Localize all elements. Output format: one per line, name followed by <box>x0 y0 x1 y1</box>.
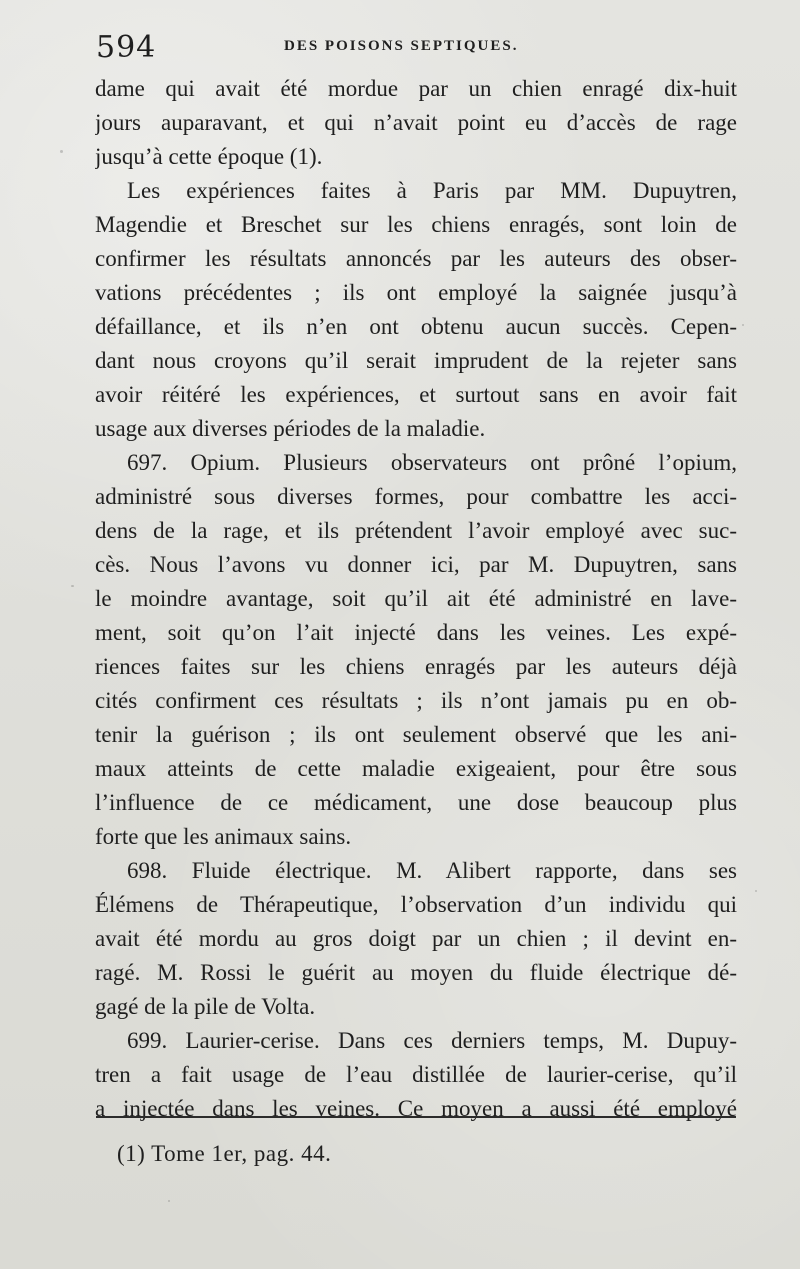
text-line-12: 697. Opium. Plusieurs observateurs ont prôné l’opium, <box>127 450 737 475</box>
text-line-29: 699. Laurier-cerise. Dans ces derniers temps, M. Dupuy- <box>127 1028 737 1053</box>
footnote: (1) Tome 1er, pag. 44. <box>117 1141 332 1166</box>
text-line-22: l’influence de ce médicament, une dose beaucoup plus <box>95 790 737 815</box>
paper-speck <box>71 585 74 587</box>
text-line-16: le moindre avantage, soit qu’il ait été administré en lave- <box>95 586 737 611</box>
text-line-23: forte que les animaux sains. <box>95 824 352 849</box>
text-line-18: riences faites sur les chiens enragés par les auteurs déjà <box>95 654 737 679</box>
paper-speck <box>60 150 63 153</box>
text-line-21: maux atteints de cette maladie exigeaient, pour être sous <box>95 756 737 781</box>
text-line-31: a injectée dans les veines. Ce moyen a aussi été employé <box>95 1096 737 1121</box>
footnote-divider <box>96 1116 736 1118</box>
text-line-15: cès. Nous l’avons vu donner ici, par M. Dupuytren, sans <box>95 552 737 577</box>
text-line-6: confirmer les résultats annoncés par les auteurs des obser- <box>95 246 737 271</box>
text-line-26: avait été mordu au gros doigt par un chien ; il devint en- <box>95 926 737 951</box>
text-line-25: Élémens de Thérapeutique, l’observation d’un individu qui <box>95 892 737 917</box>
text-line-7: vations précédentes ; ils ont employé la saignée jusqu’à <box>95 280 737 305</box>
text-line-14: dens de la rage, et ils prétendent l’avoir employé avec suc- <box>95 518 737 543</box>
text-line-2: jours auparavant, et qui n’avait point eu d’accès de rage <box>95 110 737 135</box>
paper-speck <box>755 890 757 892</box>
text-line-1: dame qui avait été mordue par un chien enragé dix-huit <box>95 76 737 101</box>
text-line-19: cités confirment ces résultats ; ils n’ont jamais pu en ob- <box>95 688 737 713</box>
page-number: 594 <box>96 30 157 65</box>
text-line-20: tenir la guérison ; ils ont seulement observé que les ani- <box>95 722 737 747</box>
text-line-10: avoir réitéré les expériences, et surtout sans en avoir fait <box>95 382 737 407</box>
paper-speck <box>168 1200 170 1202</box>
text-line-28: gagé de la pile de Volta. <box>95 994 316 1019</box>
text-line-3: jusqu’à cette époque (1). <box>95 144 323 169</box>
text-line-30: tren a fait usage de l’eau distillée de laurier-cerise, qu’il <box>95 1062 737 1087</box>
text-line-17: ment, soit qu’on l’ait injecté dans les veines. Les expé- <box>95 620 737 645</box>
text-line-27: ragé. M. Rossi le guérit au moyen du fluide électrique dé- <box>95 960 737 985</box>
text-line-4: Les expériences faites à Paris par MM. Dupuytren, <box>127 178 737 203</box>
text-line-9: dant nous croyons qu’il serait imprudent de la rejeter sans <box>95 348 737 373</box>
text-line-8: défaillance, et ils n’en ont obtenu aucun succès. Cepen- <box>95 314 737 339</box>
text-line-24: 698. Fluide électrique. M. Alibert rapporte, dans ses <box>127 858 737 883</box>
text-line-11: usage aux diverses périodes de la maladie. <box>95 416 486 441</box>
page-header <box>96 30 736 65</box>
text-line-13: administré sous diverses formes, pour combattre les acci- <box>95 484 737 509</box>
text-line-5: Magendie et Breschet sur les chiens enragés, sont loin de <box>95 212 737 237</box>
paper-speck <box>742 324 744 326</box>
running-head: DES POISONS SEPTIQUES. <box>284 38 519 54</box>
main-text <box>95 72 737 1126</box>
